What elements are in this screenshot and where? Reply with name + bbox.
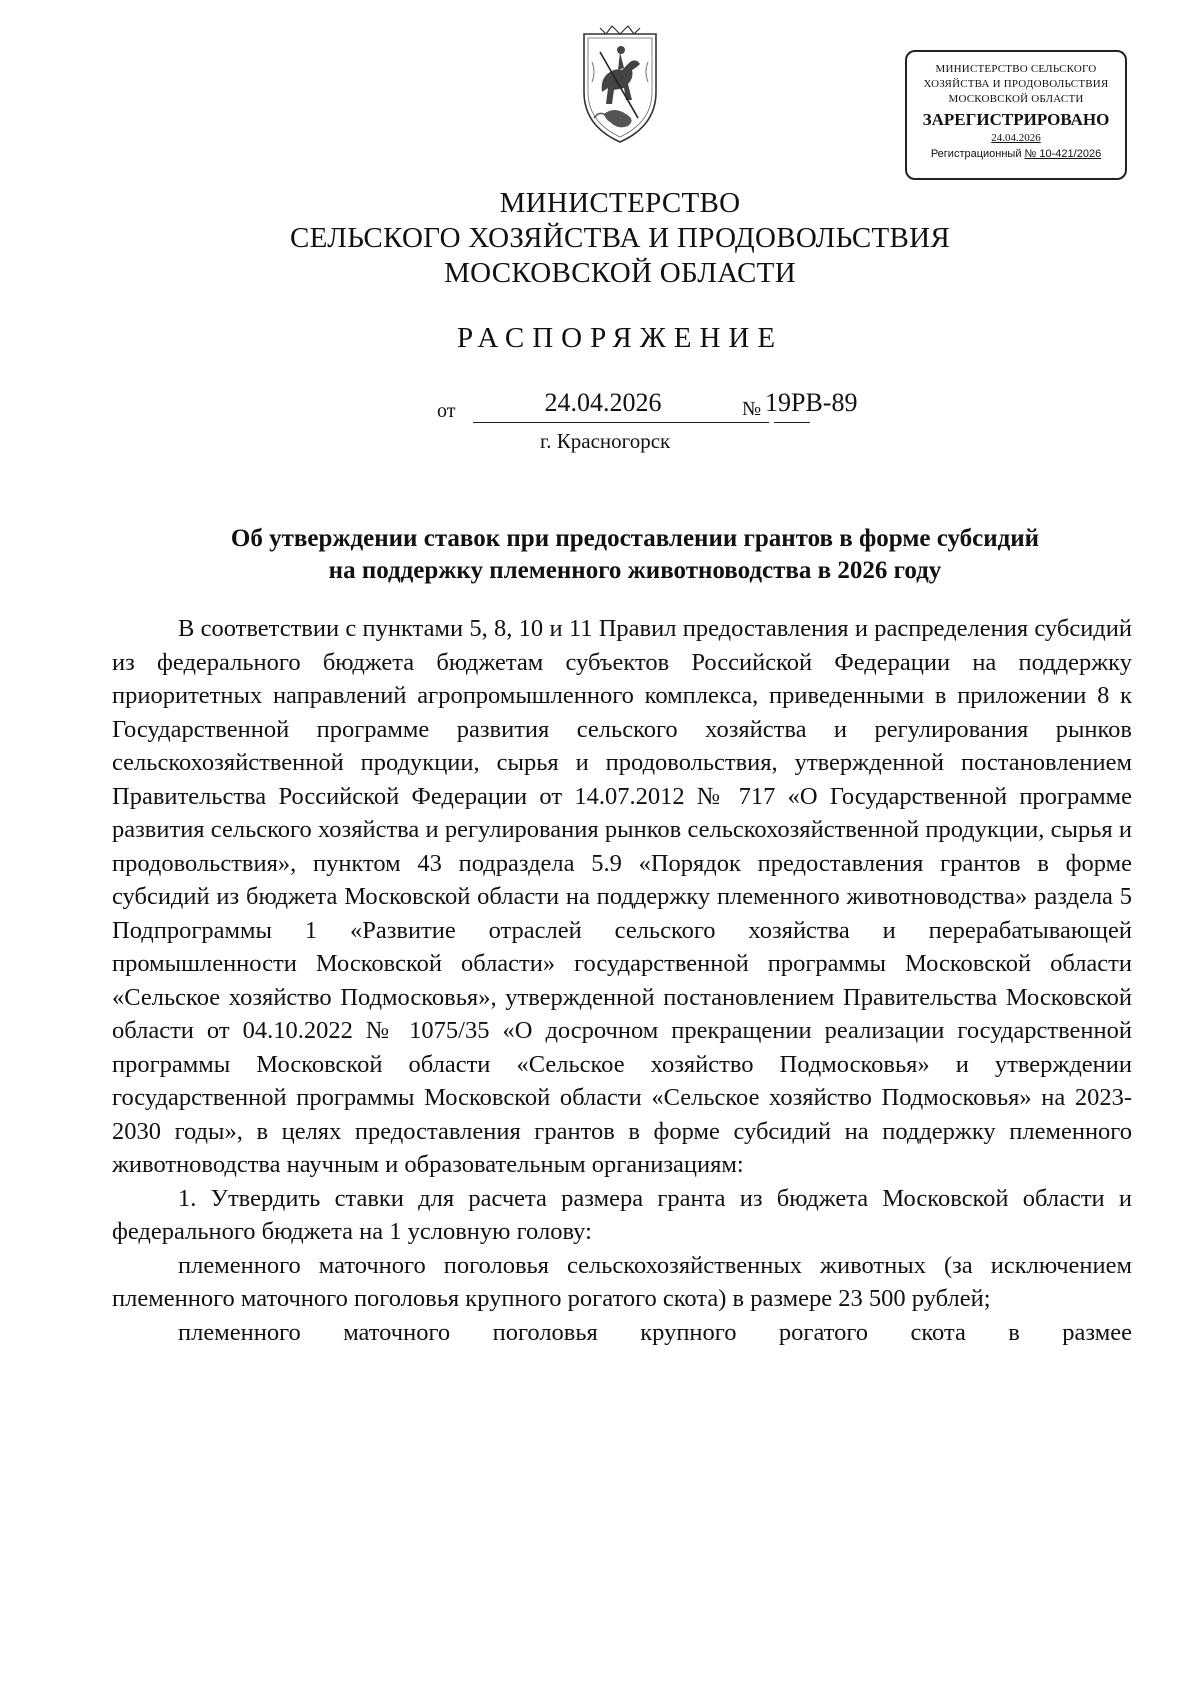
stamp-status: ЗАРЕГИСТРИРОВАНО <box>922 110 1110 129</box>
stamp-registration <box>907 147 1125 161</box>
body-paragraph-rate-1: племенного маточного поголовья сельскохозяйственных животных (за исключением племенного маточного поголовья крупного рогатого скота) в размере 23 500 рублей; <box>112 1251 1132 1312</box>
title-line-1: Об утверждении ставок при предоставлении грантов в форме субсидий <box>230 525 1040 552</box>
city: г. Красногорск <box>540 429 671 453</box>
number-underline <box>774 422 810 423</box>
document-body <box>112 612 1132 1349</box>
title-line-2: на поддержку племенного животноводства в 2026 году <box>328 557 942 584</box>
ministry-name <box>0 186 1200 291</box>
document-date: 24.04.2026 <box>544 388 662 417</box>
moscow-oblast-coat-of-arms-icon <box>570 22 670 150</box>
stamp-date: 24.04.2026 <box>991 132 1041 144</box>
stamp-line-1: МИНИСТЕРСТВО СЕЛЬСКОГО <box>935 63 1097 75</box>
date-underline <box>473 422 769 423</box>
number-sign: № <box>742 398 762 420</box>
ministry-line-3: МОСКОВСКОЙ ОБЛАСТИ <box>444 257 796 289</box>
ministry-line-2: СЕЛЬСКОГО ХОЗЯЙСТВА И ПРОДОВОЛЬСТВИЯ <box>289 222 951 254</box>
stamp-line-3: МОСКОВСКОЙ ОБЛАСТИ <box>948 93 1084 105</box>
document-number: 19РВ-89 <box>765 388 858 417</box>
stamp-reg-number: № 10-421/2026 <box>1024 148 1102 160</box>
from-label: от <box>437 400 456 422</box>
ministry-line-1: МИНИСТЕРСТВО <box>499 187 741 219</box>
stamp-reg-label: Регистрационный <box>930 148 1022 160</box>
registration-stamp <box>905 50 1127 180</box>
body-paragraph-rate-2: племенного маточного поголовья крупного рогатого скота в размее <box>178 1318 1132 1346</box>
document-type: РАСПОРЯЖЕНИЕ <box>456 322 784 354</box>
body-paragraph-item-1: 1. Утвердить ставки для расчета размера гранта из бюджета Московской области и федерального бюджета на 1 условную голову: <box>112 1184 1132 1245</box>
body-paragraph-preamble: В соответствии с пунктами 5, 8, 10 и 11 Правил предоставления и распределения субсидий из федерального бюджета бюджетам субъектов Российской Федерации на поддержку приоритетных направлений агропромышленного комплекса, приведенными в приложении 8 к Государственной программе развития сельского хозяйства и регулирования рынков сельскохозяйственной продукции, сырья и продовольствия, утвержденной постановлением Правительства Российской Федерации от 14.07.2012 № 717 «О Государственной программе развития сельского хозяйства и регулирования рынков сельскохозяйственной продукции, сырья и продовольствия», пунктом 43 подраздела 5.9 «Порядок предоставления грантов в форме субсидий из бюджета Московской области на поддержку племенного животноводства» раздела 5 Подпрограммы 1 «Развитие отраслей сельского хозяйства и перерабатывающей промышленности Московской области» государственной программы Московской области «Сельское хозяйство Подмосковья», утвержденной постановлением Правительства Московской области от 04.10.2022 № 1075/35 «О досрочном прекращении реализации государственной программы Московской области «Сельское хозяйство Подмосковья» и утверждении государственной программы Московской области «Сельское хозяйство Подмосковья» на 2023-2030 годы», в целях предоставления грантов в форме субсидий на поддержку племенного животноводства научным и образовательным организациям: <box>112 615 1132 1178</box>
document-title <box>130 523 1140 587</box>
stamp-line-2: ХОЗЯЙСТВА И ПРОДОВОЛЬСТВИЯ <box>923 78 1109 90</box>
